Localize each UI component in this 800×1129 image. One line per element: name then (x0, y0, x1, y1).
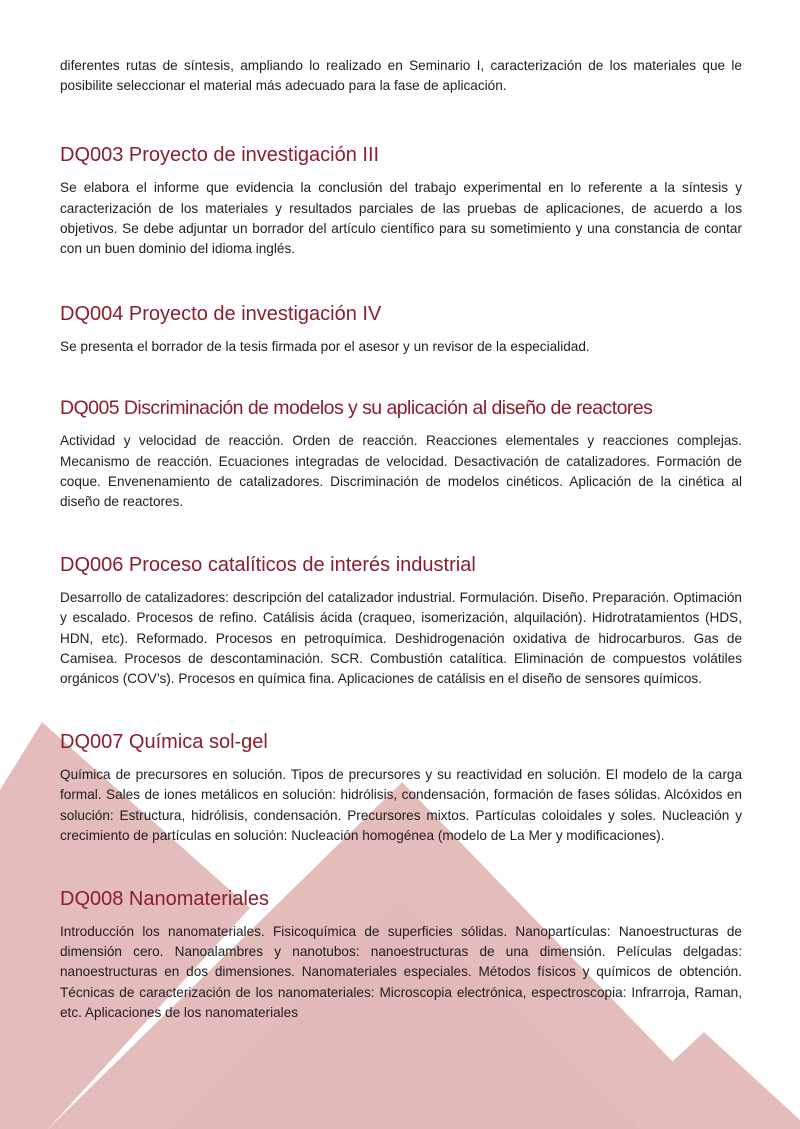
section-dq007 (60, 729, 742, 846)
section-body: Actividad y velocidad de reacción. Orden de reacción. Reacciones elementales y reacciones complejas. Mecanismo de reacción. Ecuaciones integradas de velocidad. Desactivación de catalizadores. Formación de coque. Envenenamiento de catalizadores. Discriminación de modelos cinéticos. Aplicación de la cinética al diseño de reactores. (60, 433, 742, 510)
section-dq006 (60, 552, 742, 689)
section-title: DQ007 Química sol-gel (60, 731, 268, 754)
section-title: DQ008 Nanomateriales (60, 888, 269, 911)
section-title: DQ003 Proyecto de investigación III (60, 144, 380, 167)
intro-paragraph: diferentes rutas de síntesis, ampliando lo realizado en Seminario I, caracterización de los materiales que le posibilite seleccionar el material más adecuado para la fase de aplicación. (60, 58, 742, 94)
section-title: DQ005 Discriminación de modelos y su aplicación al diseño de reactores (60, 397, 653, 420)
section-body: Se elabora el informe que evidencia la conclusión del trabajo experimental en lo referente a la síntesis y caracterización de los materiales y resultados parciales de las pruebas de aplicaciones, de acuerdo a los objetivos. Se debe adjuntar un borrador del artículo científico para su sometimiento y una constancia de contar con un buen dominio del idioma inglés. (60, 180, 742, 257)
section-dq005 (60, 395, 742, 512)
section-title: DQ006 Proceso catalíticos de interés industrial (60, 554, 476, 577)
page-content (60, 56, 742, 1023)
section-body: Introducción los nanomateriales. Fisicoquímica de superficies sólidas. Nanopartículas: Nanoestructuras de dimensión cero. Nanoalambres y nanotubos: nanoestructuras de una dimensión. Películas delgadas: nanoestructuras en dos dimensiones. Nanomateriales especiales. Métodos físicos y químicos de obtención. Técnicas de caracterización de los nanomateriales: Microscopia electrónica, espectroscopia: Infrarroja, Raman, etc. Aplicaciones de los nanomateriales (60, 924, 742, 1020)
section-body: Desarrollo de catalizadores: descripción del catalizador industrial. Formulación. Diseño. Preparación. Optimación y escalado. Procesos de refino. Catálisis ácida (craqueo, isomerización, alquilación). Hidrotratamientos (HDS, HDN, etc). Reformado. Procesos en petroquímica. Deshidrogenación oxidativa de hidrocarburos. Gas de Camisea. Procesos de descontaminación. SCR. Combustión catalítica. Eliminación de compuestos volátiles orgánicos (COV’s). Procesos en química fina. Aplicaciones de catálisis en el diseño de sensores químicos. (60, 590, 742, 687)
section-dq003 (60, 142, 742, 259)
section-dq004 (60, 301, 742, 357)
section-body: Se presenta el borrador de la tesis firmada por el asesor y un revisor de la especialidad. (60, 339, 590, 355)
section-body: Química de precursores en solución. Tipos de precursores y su reactividad en solución. El modelo de la carga formal. Sales de iones metálicos en solución: hidrólisis, condensación, formación de fases sólidas. Alcóxidos en solución: Estructura, hidrólisis, condensación. Precursores mixtos. Partículas coloidales y soles. Nucleación y crecimiento de partículas en solución: Nucleación homogénea (modelo de La Mer y modificaciones). (60, 767, 742, 843)
section-dq008 (60, 886, 742, 1023)
section-title: DQ004 Proyecto de investigación IV (60, 303, 382, 326)
